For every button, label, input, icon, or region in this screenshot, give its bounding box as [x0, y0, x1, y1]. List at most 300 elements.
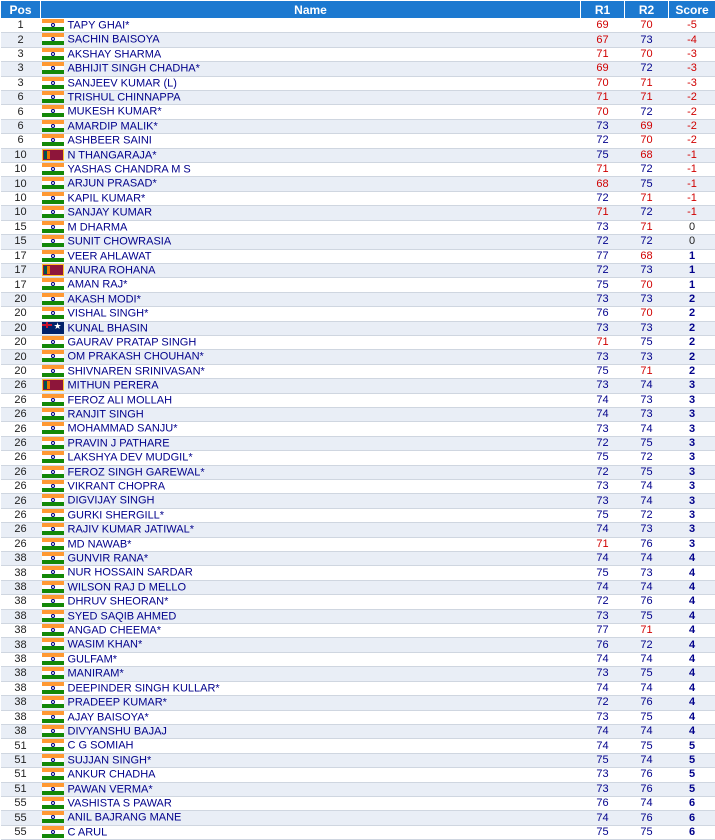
- position-cell: 1: [1, 19, 41, 33]
- player-name-link[interactable]: VASHISTA S PAWAR: [68, 797, 172, 809]
- round-r2-cell: 74: [625, 379, 669, 393]
- round-r1-cell: 72: [581, 134, 625, 148]
- score-cell: 6: [669, 811, 715, 825]
- table-row: [1, 782, 715, 796]
- round-r2-cell: 76: [625, 595, 669, 609]
- player-name-link[interactable]: LAKSHYA DEV MUDGIL*: [68, 452, 193, 464]
- player-cell: [41, 609, 581, 623]
- table-row: [1, 480, 715, 494]
- table-row: [1, 206, 715, 220]
- india-flag-icon: [42, 408, 64, 420]
- score-cell: 5: [669, 753, 715, 767]
- table-row: [1, 119, 715, 133]
- round-r1-cell: 72: [581, 191, 625, 205]
- score-cell: -4: [669, 33, 715, 47]
- round-r2-cell: 73: [625, 33, 669, 47]
- table-row: [1, 91, 715, 105]
- round-r2-cell: 73: [625, 407, 669, 421]
- player-name-link[interactable]: C G SOMIAH: [68, 740, 134, 752]
- table-row: [1, 105, 715, 119]
- player-name-link[interactable]: KAPIL KUMAR*: [68, 192, 146, 204]
- table-row: [1, 292, 715, 306]
- position-cell: 20: [1, 321, 41, 335]
- table-row: [1, 62, 715, 76]
- india-flag-icon: [42, 336, 64, 348]
- table-row: [1, 566, 715, 580]
- position-cell: 38: [1, 624, 41, 638]
- round-r2-cell: 75: [625, 177, 669, 191]
- player-cell: [41, 667, 581, 681]
- score-cell: 5: [669, 782, 715, 796]
- player-name-link[interactable]: WASIM KHAN*: [68, 639, 143, 651]
- round-r2-cell: 74: [625, 552, 669, 566]
- round-r1-cell: 68: [581, 177, 625, 191]
- position-cell: 38: [1, 609, 41, 623]
- round-r2-cell: 72: [625, 638, 669, 652]
- round-r2-cell: 75: [625, 335, 669, 349]
- round-r1-cell: 77: [581, 249, 625, 263]
- india-flag-icon: [42, 62, 64, 74]
- india-flag-icon: [42, 797, 64, 809]
- round-r1-cell: 73: [581, 422, 625, 436]
- round-r1-cell: 71: [581, 91, 625, 105]
- india-flag-icon: [42, 221, 64, 233]
- round-r2-cell: 72: [625, 163, 669, 177]
- position-cell: 26: [1, 480, 41, 494]
- player-name-link[interactable]: ANKUR CHADHA: [68, 769, 156, 781]
- india-flag-icon: [42, 523, 64, 535]
- india-flag-icon: [42, 768, 64, 780]
- player-cell: [41, 119, 581, 133]
- table-row: [1, 249, 715, 263]
- round-r1-cell: 73: [581, 480, 625, 494]
- player-name-link[interactable]: ANGAD CHEEMA*: [68, 624, 162, 636]
- player-name-link[interactable]: DHRUV SHEORAN*: [68, 596, 169, 608]
- position-cell: 26: [1, 537, 41, 551]
- india-flag-icon: [42, 365, 64, 377]
- round-r1-cell: 74: [581, 724, 625, 738]
- player-name-link[interactable]: TRISHUL CHINNAPPA: [68, 91, 181, 103]
- round-r1-cell: 71: [581, 335, 625, 349]
- player-cell: [41, 768, 581, 782]
- round-r2-cell: 73: [625, 566, 669, 580]
- player-name-link[interactable]: M DHARMA: [68, 221, 128, 233]
- position-cell: 38: [1, 580, 41, 594]
- player-cell: [41, 696, 581, 710]
- india-flag-icon: [42, 494, 64, 506]
- position-cell: 20: [1, 292, 41, 306]
- india-flag-icon: [42, 33, 64, 45]
- position-cell: 51: [1, 739, 41, 753]
- player-name-link[interactable]: AMARDIP MALIK*: [68, 120, 158, 132]
- position-cell: 51: [1, 768, 41, 782]
- player-name-link[interactable]: ABHIJIT SINGH CHADHA*: [68, 63, 200, 75]
- round-r1-cell: 74: [581, 652, 625, 666]
- round-r2-cell: 74: [625, 480, 669, 494]
- player-name-link[interactable]: MD NAWAB*: [68, 538, 132, 550]
- round-r2-cell: 74: [625, 753, 669, 767]
- player-name-link[interactable]: DIVYANSHU BAJAJ: [68, 725, 167, 737]
- player-cell: [41, 191, 581, 205]
- score-cell: 4: [669, 696, 715, 710]
- position-cell: 17: [1, 249, 41, 263]
- player-name-link[interactable]: YASHAS CHANDRA M S: [68, 163, 191, 175]
- position-cell: 2: [1, 33, 41, 47]
- round-r2-cell: 73: [625, 393, 669, 407]
- score-cell: 4: [669, 710, 715, 724]
- score-cell: 6: [669, 796, 715, 810]
- player-cell: [41, 148, 581, 162]
- player-cell: [41, 494, 581, 508]
- table-row: [1, 33, 715, 47]
- player-name-link[interactable]: DIGVIJAY SINGH: [68, 495, 155, 507]
- position-cell: 10: [1, 177, 41, 191]
- player-cell: [41, 76, 581, 90]
- table-row: [1, 552, 715, 566]
- table-row: [1, 768, 715, 782]
- player-name-link[interactable]: TAPY GHAI*: [68, 19, 130, 31]
- round-r1-cell: 72: [581, 263, 625, 277]
- table-row: [1, 465, 715, 479]
- score-cell: 4: [669, 681, 715, 695]
- player-name-link[interactable]: MITHUN PERERA: [68, 380, 159, 392]
- position-cell: 20: [1, 350, 41, 364]
- india-flag-icon: [42, 826, 64, 838]
- round-r2-cell: 75: [625, 465, 669, 479]
- table-row: [1, 134, 715, 148]
- player-name-link[interactable]: WILSON RAJ D MELLO: [68, 581, 187, 593]
- round-r2-cell: 76: [625, 696, 669, 710]
- score-cell: 3: [669, 451, 715, 465]
- table-row: [1, 508, 715, 522]
- round-r1-cell: 70: [581, 76, 625, 90]
- india-flag-icon: [42, 91, 64, 103]
- player-name-link[interactable]: RANJIT SINGH: [68, 408, 144, 420]
- table-row: [1, 393, 715, 407]
- india-flag-icon: [42, 177, 64, 189]
- round-r2-cell: 71: [625, 220, 669, 234]
- position-cell: 6: [1, 134, 41, 148]
- player-name-link[interactable]: FEROZ ALI MOLLAH: [68, 394, 173, 406]
- position-cell: 26: [1, 523, 41, 537]
- round-r2-cell: 73: [625, 263, 669, 277]
- round-r2-cell: 75: [625, 609, 669, 623]
- score-cell: 4: [669, 624, 715, 638]
- player-name-link[interactable]: GULFAM*: [68, 653, 118, 665]
- srilanka-flag-icon: [42, 149, 64, 161]
- score-cell: 4: [669, 652, 715, 666]
- position-cell: 10: [1, 206, 41, 220]
- score-cell: 3: [669, 393, 715, 407]
- table-row: [1, 220, 715, 234]
- player-cell: [41, 220, 581, 234]
- position-cell: 20: [1, 335, 41, 349]
- player-name-link[interactable]: ANIL BAJRANG MANE: [68, 812, 182, 824]
- player-cell: [41, 710, 581, 724]
- player-name-link[interactable]: MOHAMMAD SANJU*: [68, 423, 178, 435]
- position-cell: 38: [1, 681, 41, 695]
- score-cell: 3: [669, 422, 715, 436]
- table-row: [1, 307, 715, 321]
- india-flag-icon: [42, 235, 64, 247]
- player-name-link[interactable]: MUKESH KUMAR*: [68, 106, 162, 118]
- india-flag-icon: [42, 509, 64, 521]
- india-flag-icon: [42, 566, 64, 578]
- player-name-link[interactable]: GURKI SHERGILL*: [68, 509, 165, 521]
- round-r1-cell: 72: [581, 235, 625, 249]
- score-cell: 2: [669, 364, 715, 378]
- round-r1-cell: 71: [581, 47, 625, 61]
- player-name-link[interactable]: ANURA ROHANA: [68, 264, 156, 276]
- player-name-link[interactable]: RAJIV KUMAR JATIWAL*: [68, 524, 195, 536]
- india-flag-icon: [42, 307, 64, 319]
- player-name-link[interactable]: PRADEEP KUMAR*: [68, 697, 167, 709]
- position-cell: 55: [1, 811, 41, 825]
- table-row: [1, 76, 715, 90]
- player-name-link[interactable]: VISHAL SINGH*: [68, 308, 149, 320]
- india-flag-icon: [42, 19, 64, 31]
- player-name-link[interactable]: GAURAV PRATAP SINGH: [68, 336, 197, 348]
- score-cell: 3: [669, 508, 715, 522]
- round-r1-cell: 73: [581, 609, 625, 623]
- round-r2-cell: 74: [625, 681, 669, 695]
- position-cell: 26: [1, 508, 41, 522]
- player-name-link[interactable]: ASHBEER SAINI: [68, 135, 152, 147]
- position-cell: 6: [1, 119, 41, 133]
- india-flag-icon: [42, 120, 64, 132]
- position-cell: 6: [1, 91, 41, 105]
- score-cell: 4: [669, 638, 715, 652]
- player-name-link[interactable]: SANJAY KUMAR: [68, 207, 153, 219]
- player-name-link[interactable]: ARJUN PRASAD*: [68, 178, 157, 190]
- player-name-link[interactable]: PRAVIN J PATHARE: [68, 437, 170, 449]
- india-flag-icon: [42, 610, 64, 622]
- player-cell: [41, 364, 581, 378]
- table-row: [1, 724, 715, 738]
- player-name-link[interactable]: N THANGARAJA*: [68, 149, 157, 161]
- round-r1-cell: 75: [581, 508, 625, 522]
- player-cell: [41, 436, 581, 450]
- round-r2-cell: 68: [625, 249, 669, 263]
- round-r2-cell: 70: [625, 134, 669, 148]
- player-name-link[interactable]: VEER AHLAWAT: [68, 250, 152, 262]
- player-cell: [41, 292, 581, 306]
- india-flag-icon: [42, 581, 64, 593]
- player-name-link[interactable]: MANIRAM*: [68, 668, 124, 680]
- round-r2-cell: 74: [625, 494, 669, 508]
- position-cell: 3: [1, 62, 41, 76]
- player-cell: [41, 523, 581, 537]
- table-row: [1, 696, 715, 710]
- score-cell: -3: [669, 76, 715, 90]
- score-cell: 3: [669, 407, 715, 421]
- india-flag-icon: [42, 105, 64, 117]
- table-row: [1, 638, 715, 652]
- round-r2-cell: 75: [625, 739, 669, 753]
- score-cell: 3: [669, 436, 715, 450]
- round-r2-cell: 73: [625, 350, 669, 364]
- position-cell: 6: [1, 105, 41, 119]
- position-cell: 26: [1, 379, 41, 393]
- header-r2[interactable]: R2: [625, 1, 669, 19]
- header-row: [1, 1, 715, 19]
- player-cell: [41, 91, 581, 105]
- position-cell: 10: [1, 163, 41, 177]
- position-cell: 17: [1, 278, 41, 292]
- player-name-link[interactable]: SYED SAQIB AHMED: [68, 610, 177, 622]
- player-name-link[interactable]: VIKRANT CHOPRA: [68, 480, 166, 492]
- score-cell: 3: [669, 494, 715, 508]
- player-cell: [41, 278, 581, 292]
- player-name-link[interactable]: KUNAL BHASIN: [68, 322, 148, 334]
- australia-flag-icon: [42, 322, 64, 334]
- table-row: [1, 537, 715, 551]
- round-r2-cell: 74: [625, 724, 669, 738]
- player-cell: [41, 796, 581, 810]
- player-cell: [41, 782, 581, 796]
- round-r1-cell: 77: [581, 624, 625, 638]
- player-name-link[interactable]: SUNIT CHOWRASIA: [68, 236, 172, 248]
- table-row: [1, 580, 715, 594]
- round-r1-cell: 67: [581, 33, 625, 47]
- position-cell: 26: [1, 407, 41, 421]
- round-r2-cell: 70: [625, 307, 669, 321]
- score-cell: 4: [669, 667, 715, 681]
- round-r2-cell: 71: [625, 76, 669, 90]
- round-r1-cell: 69: [581, 19, 625, 33]
- india-flag-icon: [42, 538, 64, 550]
- round-r1-cell: 76: [581, 307, 625, 321]
- round-r2-cell: 76: [625, 768, 669, 782]
- round-r2-cell: 76: [625, 537, 669, 551]
- player-name-link[interactable]: DEEPINDER SINGH KULLAR*: [68, 682, 220, 694]
- score-cell: -1: [669, 177, 715, 191]
- india-flag-icon: [42, 350, 64, 362]
- table-row: [1, 523, 715, 537]
- position-cell: 26: [1, 393, 41, 407]
- position-cell: 17: [1, 263, 41, 277]
- table-row: [1, 710, 715, 724]
- table-row: [1, 47, 715, 61]
- player-name-link[interactable]: C ARUL: [68, 826, 108, 838]
- player-name-link[interactable]: AKASH MODI*: [68, 293, 141, 305]
- india-flag-icon: [42, 451, 64, 463]
- round-r2-cell: 69: [625, 119, 669, 133]
- india-flag-icon: [42, 682, 64, 694]
- india-flag-icon: [42, 134, 64, 146]
- player-name-link[interactable]: SUJJAN SINGH*: [68, 754, 152, 766]
- player-name-link[interactable]: PAWAN VERMA*: [68, 783, 153, 795]
- player-cell: [41, 62, 581, 76]
- position-cell: 55: [1, 825, 41, 839]
- india-flag-icon: [42, 696, 64, 708]
- score-cell: -1: [669, 206, 715, 220]
- player-cell: [41, 580, 581, 594]
- score-cell: -2: [669, 105, 715, 119]
- india-flag-icon: [42, 278, 64, 290]
- player-name-link[interactable]: FEROZ SINGH GAREWAL*: [68, 466, 205, 478]
- round-r1-cell: 73: [581, 220, 625, 234]
- position-cell: 3: [1, 47, 41, 61]
- india-flag-icon: [42, 192, 64, 204]
- player-name-link[interactable]: AKSHAY SHARMA: [68, 48, 162, 60]
- player-name-link[interactable]: SACHIN BAISOYA: [68, 34, 160, 46]
- position-cell: 38: [1, 667, 41, 681]
- india-flag-icon: [42, 293, 64, 305]
- srilanka-flag-icon: [42, 264, 64, 276]
- player-name-link[interactable]: OM PRAKASH CHOUHAN*: [68, 351, 204, 363]
- player-cell: [41, 263, 581, 277]
- player-cell: [41, 624, 581, 638]
- player-cell: [41, 105, 581, 119]
- player-name-link[interactable]: AJAY BAISOYA*: [68, 711, 149, 723]
- player-cell: [41, 595, 581, 609]
- score-cell: 1: [669, 263, 715, 277]
- score-cell: 3: [669, 523, 715, 537]
- table-row: [1, 609, 715, 623]
- round-r1-cell: 72: [581, 465, 625, 479]
- table-row: [1, 364, 715, 378]
- player-name-link[interactable]: GUNVIR RANA*: [68, 552, 149, 564]
- header-pos[interactable]: Pos: [1, 1, 41, 19]
- round-r1-cell: 73: [581, 119, 625, 133]
- position-cell: 38: [1, 710, 41, 724]
- round-r2-cell: 76: [625, 782, 669, 796]
- position-cell: 38: [1, 652, 41, 666]
- round-r2-cell: 72: [625, 62, 669, 76]
- table-row: [1, 422, 715, 436]
- score-cell: -3: [669, 47, 715, 61]
- table-row: [1, 177, 715, 191]
- position-cell: 51: [1, 753, 41, 767]
- india-flag-icon: [42, 163, 64, 175]
- player-cell: [41, 350, 581, 364]
- score-cell: 5: [669, 739, 715, 753]
- score-cell: 4: [669, 724, 715, 738]
- header-score[interactable]: Score: [669, 1, 715, 19]
- player-name-link[interactable]: AMAN RAJ*: [68, 279, 128, 291]
- table-row: [1, 350, 715, 364]
- round-r1-cell: 73: [581, 350, 625, 364]
- table-row: [1, 739, 715, 753]
- india-flag-icon: [42, 422, 64, 434]
- india-flag-icon: [42, 48, 64, 60]
- player-name-link[interactable]: NUR HOSSAIN SARDAR: [68, 567, 193, 579]
- score-cell: -2: [669, 134, 715, 148]
- score-cell: 0: [669, 235, 715, 249]
- position-cell: 10: [1, 191, 41, 205]
- round-r2-cell: 75: [625, 825, 669, 839]
- table-row: [1, 335, 715, 349]
- header-name[interactable]: Name: [41, 1, 581, 19]
- india-flag-icon: [42, 739, 64, 751]
- round-r2-cell: 72: [625, 206, 669, 220]
- india-flag-icon: [42, 653, 64, 665]
- score-cell: -1: [669, 148, 715, 162]
- position-cell: 26: [1, 494, 41, 508]
- round-r2-cell: 74: [625, 652, 669, 666]
- player-name-link[interactable]: SHIVNAREN SRINIVASAN*: [68, 365, 205, 377]
- header-r1[interactable]: R1: [581, 1, 625, 19]
- india-flag-icon: [42, 783, 64, 795]
- player-cell: [41, 811, 581, 825]
- position-cell: 20: [1, 364, 41, 378]
- position-cell: 15: [1, 220, 41, 234]
- round-r1-cell: 74: [581, 580, 625, 594]
- round-r1-cell: 74: [581, 681, 625, 695]
- india-flag-icon: [42, 811, 64, 823]
- player-name-link[interactable]: SANJEEV KUMAR (L): [68, 77, 177, 89]
